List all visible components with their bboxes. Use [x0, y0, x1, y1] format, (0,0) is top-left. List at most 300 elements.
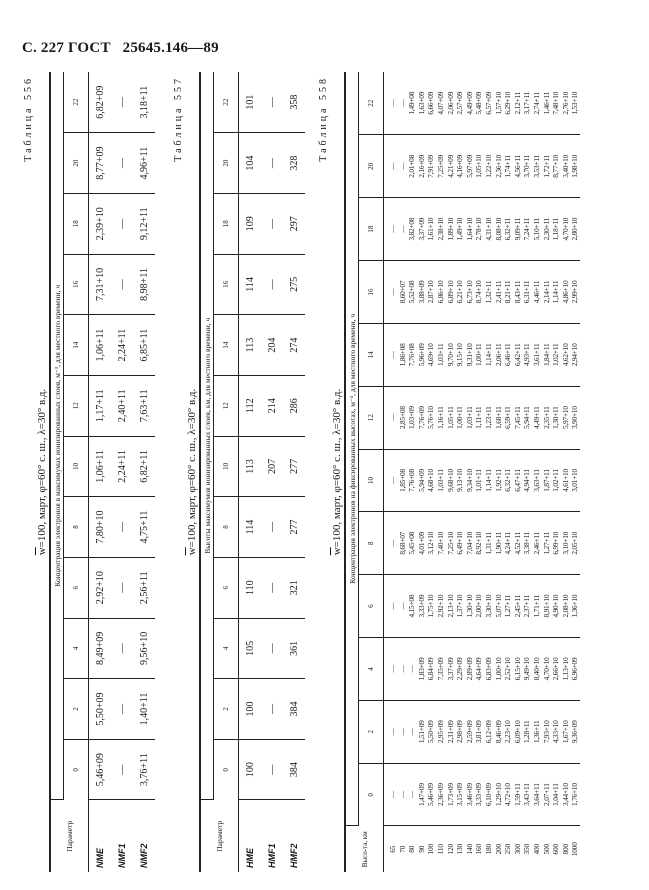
cell-value: 2,66+10 — [551, 638, 561, 701]
cell-value: 3,88+09 — [417, 261, 427, 324]
row-label: 600 — [551, 844, 561, 855]
cell-value: 1,71+11 — [532, 575, 542, 638]
cell-value: 1,89+10 — [446, 198, 456, 261]
cell-value: — — [407, 763, 417, 826]
cell-value: 2,56+11 — [133, 557, 155, 618]
cell-value: 4,86+10 — [561, 261, 571, 324]
cell-value: 4,70+10 — [542, 638, 552, 701]
cell-value: 2,78+10 — [474, 198, 484, 261]
table-row — [484, 72, 494, 872]
table-body — [89, 72, 156, 872]
cell-value: 3,53+11 — [532, 135, 542, 198]
table-row — [474, 72, 484, 872]
table-title — [35, 72, 49, 872]
row-label: NMF2 — [139, 843, 149, 868]
cell-value: 4,01+09 — [417, 512, 427, 575]
cell-value: 2,41+11 — [494, 261, 504, 324]
hour-header-12: 12 — [359, 386, 384, 449]
cell-value: 3,17+11 — [522, 72, 532, 135]
cell-value: 207 — [261, 436, 283, 497]
cell-value: 2,24+11 — [111, 315, 133, 376]
cell-value: 6,82+11 — [133, 436, 155, 497]
cell-value: 5,76+10 — [426, 386, 436, 449]
hour-header-0: 0 — [64, 739, 89, 800]
cell-value: 2,98+09 — [455, 700, 465, 763]
cell-value: 3,82+08 — [407, 198, 417, 261]
hour-header-10: 10 — [359, 449, 384, 512]
hour-header-20: 20 — [214, 133, 239, 194]
cell-value: 6,09+10 — [513, 700, 523, 763]
hours-row — [64, 72, 89, 872]
cell-value: 1,64+10 — [465, 198, 475, 261]
cell-value: 6,85+11 — [133, 315, 155, 376]
cell-value: 5,45+08 — [407, 512, 417, 575]
cell-value: 2,30+11 — [542, 198, 552, 261]
cell-value: 3,46+09 — [465, 763, 475, 826]
cell-value: — — [261, 72, 283, 133]
cell-value: 4,70+10 — [561, 198, 571, 261]
cell-value: 6,29+10 — [503, 72, 513, 135]
table-title — [330, 72, 344, 872]
cell-value: — — [111, 72, 133, 133]
cell-value: 3,37+09 — [417, 198, 427, 261]
row-label: 110 — [435, 844, 445, 855]
cell-value: 4,75+11 — [133, 497, 155, 558]
cell-value: 1,76+10 — [570, 763, 580, 826]
cell-value: 5,52+08 — [407, 261, 417, 324]
cell-value: 1,40+11 — [133, 679, 155, 740]
cell-value: 114 — [239, 497, 262, 558]
table-row — [494, 72, 504, 872]
hour-header-22: 22 — [214, 72, 239, 133]
cell-value: 2,00+10 — [474, 575, 484, 638]
table-row — [407, 72, 417, 872]
cell-value: 6,32+11 — [503, 198, 513, 261]
hour-header-22: 22 — [64, 72, 89, 133]
table-row — [561, 72, 571, 872]
cell-value: 4,93+11 — [522, 323, 532, 386]
param-column-header: Высо-та, км — [345, 826, 384, 872]
cell-value: — — [384, 575, 398, 638]
cell-value: 7,40+10 — [436, 512, 446, 575]
cell-value: 1,05+11 — [446, 386, 456, 449]
cell-value: — — [398, 638, 408, 701]
hour-header-10: 10 — [214, 436, 239, 497]
cell-value: 5,94+09 — [417, 449, 427, 512]
cell-value: — — [261, 133, 283, 194]
hour-header-16: 16 — [64, 254, 89, 315]
cell-value: — — [111, 618, 133, 679]
cell-value: — — [398, 198, 408, 261]
cell-value: 1,72+11 — [542, 135, 552, 198]
table-number-label: Таблица 556 — [23, 76, 34, 162]
cell-value: 1,03+11 — [436, 323, 446, 386]
cell-value: — — [384, 72, 398, 135]
cell-value: — — [111, 193, 133, 254]
cell-value: 1,86+08 — [398, 323, 408, 386]
cell-value: 113 — [239, 436, 262, 497]
cell-value: 1,32+11 — [484, 261, 494, 324]
cell-value: — — [384, 449, 398, 512]
cell-value: 5,50+09 — [89, 679, 112, 740]
cell-value: 4,21+09 — [446, 135, 456, 198]
cell-value: — — [111, 497, 133, 558]
cell-value: 4,46+11 — [532, 261, 542, 324]
cell-value: 2,24+11 — [111, 436, 133, 497]
cell-value: 2,06+09 — [446, 72, 456, 135]
cell-value: 1,37+10 — [455, 575, 465, 638]
cell-value: 1,05+10 — [474, 135, 484, 198]
hour-header-20: 20 — [64, 133, 89, 194]
cell-value: 1,03+09 — [407, 386, 417, 449]
table-row — [551, 72, 561, 872]
cell-value: 5,96+09 — [417, 323, 427, 386]
cell-value: 274 — [283, 315, 305, 376]
cell-value: 6,83+09 — [484, 638, 494, 701]
cell-value: 1,03+11 — [465, 386, 475, 449]
cell-value: 2,36+09 — [436, 763, 446, 826]
header-row — [200, 72, 214, 872]
cell-value: 6,57+09 — [484, 72, 494, 135]
cell-value: 1,14+11 — [484, 449, 494, 512]
cell-value: — — [261, 618, 283, 679]
cell-value: 6,73+10 — [465, 261, 475, 324]
row-label: 800 — [560, 844, 570, 855]
hour-header-2: 2 — [64, 679, 89, 740]
cell-value: 6,99+10 — [551, 512, 561, 575]
cell-value: 6,12+09 — [484, 700, 494, 763]
cell-value: 4,69+10 — [426, 323, 436, 386]
cell-value: 9,13+10 — [455, 449, 465, 512]
cell-value: 2,92+10 — [89, 557, 112, 618]
hour-header-8: 8 — [359, 512, 384, 575]
cell-value: 4,72+10 — [503, 763, 513, 826]
cell-value: 6,66+09 — [426, 72, 436, 135]
table-row — [239, 72, 262, 872]
cell-value: 8,46+09 — [494, 700, 504, 763]
cell-value: 2,46+11 — [532, 512, 542, 575]
cell-value: 384 — [283, 739, 305, 800]
cell-value: — — [261, 679, 283, 740]
cell-value: 2,36+10 — [494, 135, 504, 198]
cell-value: 1,28+11 — [522, 700, 532, 763]
cell-value: 4,96+11 — [133, 133, 155, 194]
cell-value: — — [111, 739, 133, 800]
cell-value: 5,97+10 — [561, 386, 571, 449]
cell-value: 8,40+10 — [532, 638, 542, 701]
cell-value: 2,14+11 — [542, 261, 552, 324]
cell-value: 384 — [283, 679, 305, 740]
cell-value: 4,31+10 — [484, 198, 494, 261]
cell-value: 1,47+09 — [417, 763, 427, 826]
cell-value: 1,92+11 — [494, 449, 504, 512]
cell-value: 2,80+10 — [570, 198, 580, 261]
table-row — [436, 72, 446, 872]
table-number-label: Таблица 557 — [173, 76, 184, 162]
cell-value: 1,68+11 — [494, 386, 504, 449]
cell-value: 3,44+10 — [561, 763, 571, 826]
cell-value: 1,11+11 — [474, 386, 484, 449]
hour-header-20: 20 — [359, 135, 384, 198]
cell-value: 5,07+10 — [494, 575, 504, 638]
table-row — [532, 72, 542, 872]
hour-header-10: 10 — [64, 436, 89, 497]
table-section-557 — [172, 72, 305, 872]
cell-value: 2,01+08 — [407, 135, 417, 198]
table-row — [384, 72, 398, 872]
cell-value: 4,56+11 — [513, 135, 523, 198]
cell-value: 1,63+09 — [417, 72, 427, 135]
cell-value: 2,87+10 — [426, 261, 436, 324]
cell-value: — — [384, 763, 398, 826]
table-subtitle: Высоты максимумов ионизированных слоев, км, для местного времени, ч — [200, 72, 214, 800]
cell-value: 110 — [239, 557, 262, 618]
cell-value: 9,15+10 — [455, 323, 465, 386]
rotated-tables-area — [22, 72, 622, 872]
cell-value: — — [111, 679, 133, 740]
cell-value: — — [398, 72, 408, 135]
cell-value: 1,30+11 — [551, 386, 561, 449]
cell-value: 1,27+11 — [542, 512, 552, 575]
hour-header-0: 0 — [214, 739, 239, 800]
cell-value: 1,00+11 — [474, 323, 484, 386]
cell-value: 3,33+09 — [417, 575, 427, 638]
cell-value: — — [398, 763, 408, 826]
data-table — [49, 72, 155, 872]
table-row — [417, 72, 427, 872]
cell-value: 2,89+09 — [465, 638, 475, 701]
hour-header-4: 4 — [64, 618, 89, 679]
cell-value: 7,76+08 — [407, 323, 417, 386]
cell-value: — — [398, 135, 408, 198]
cell-value: 4,49+09 — [465, 72, 475, 135]
cell-value: 2,35+11 — [542, 386, 552, 449]
data-table — [344, 72, 580, 872]
cell-value: 3,10+10 — [561, 512, 571, 575]
cell-value: 8,43+11 — [513, 261, 523, 324]
cell-value: 1,22+10 — [484, 135, 494, 198]
cell-value: — — [407, 700, 417, 763]
cell-value: 5,46+09 — [89, 739, 112, 800]
cell-value: 1,36+10 — [570, 575, 580, 638]
cell-value: 3,40+10 — [561, 135, 571, 198]
cell-value: 1,67+10 — [561, 700, 571, 763]
cell-value: — — [111, 133, 133, 194]
cell-value: 5,10+11 — [532, 198, 542, 261]
cell-value: 3,70+11 — [522, 135, 532, 198]
cell-value: 1,13+10 — [561, 638, 571, 701]
cell-value: 286 — [283, 375, 305, 436]
header-row — [50, 72, 64, 872]
cell-value: — — [384, 261, 398, 324]
cell-value: 1,59+11 — [513, 763, 523, 826]
cell-value: 2,85+08 — [398, 386, 408, 449]
row-label: 500 — [541, 844, 551, 855]
cell-value: — — [407, 638, 417, 701]
cell-value: 9,12+11 — [133, 193, 155, 254]
cell-value: 8,92+10 — [474, 512, 484, 575]
cell-value: — — [261, 497, 283, 558]
table-row — [261, 72, 283, 872]
cell-value: — — [384, 638, 398, 701]
header-row — [345, 72, 359, 872]
cell-value: 4,15+08 — [407, 575, 417, 638]
cell-value: 214 — [261, 375, 283, 436]
cell-value: 6,31+11 — [522, 261, 532, 324]
cell-value: 4,68+10 — [426, 449, 436, 512]
cell-value: — — [111, 254, 133, 315]
standard-number: 25645.146—89 — [122, 40, 219, 56]
cell-value: 361 — [283, 618, 305, 679]
row-label: 350 — [522, 844, 532, 855]
cell-value: 4,61+10 — [561, 449, 571, 512]
table-row — [398, 72, 408, 872]
cell-value: 8,08+10 — [494, 198, 504, 261]
table-row — [522, 72, 532, 872]
table-subtitle: Концентрация электронов на фиксированных высотах, м⁻³, для местного времени, ч — [345, 72, 359, 826]
cell-value: 1,17+11 — [89, 375, 112, 436]
cell-value: 7,24+11 — [522, 198, 532, 261]
cell-value: 3,43+11 — [522, 763, 532, 826]
cell-value: 2,57+09 — [455, 72, 465, 135]
cell-value: 2,76+10 — [561, 72, 571, 135]
cell-value: 1,04+11 — [551, 763, 561, 826]
cell-value: 1,57+10 — [494, 72, 504, 135]
cell-value: 6,59+11 — [503, 386, 513, 449]
hour-header-2: 2 — [359, 700, 384, 763]
cell-value: 1,27+11 — [503, 575, 513, 638]
cell-value: 2,59+09 — [465, 700, 475, 763]
cell-value: 4,24+11 — [503, 512, 513, 575]
table-row — [542, 72, 552, 872]
hour-header-0: 0 — [359, 763, 384, 826]
hours-row — [214, 72, 239, 872]
row-label: HMF1 — [267, 843, 277, 868]
cell-value: 3,12+10 — [426, 512, 436, 575]
cell-value: 8,49+09 — [89, 618, 112, 679]
cell-value: 2,45+11 — [513, 575, 523, 638]
cell-value: 2,94+10 — [570, 323, 580, 386]
row-label: 400 — [531, 844, 541, 855]
cell-value: 9,68+10 — [446, 449, 456, 512]
row-label: 160 — [474, 844, 484, 855]
row-label: 180 — [483, 844, 493, 855]
table-body — [384, 72, 580, 872]
row-label: NME — [95, 848, 105, 868]
cell-value: 3,63+11 — [532, 449, 542, 512]
cell-value: 3,38+11 — [522, 512, 532, 575]
cell-value: 6,86+10 — [436, 261, 446, 324]
table-section-556 — [22, 72, 155, 872]
cell-value: 6,10+09 — [484, 763, 494, 826]
table-row — [455, 72, 465, 872]
cell-value: 2,52+10 — [503, 638, 513, 701]
cell-value: 1,00+11 — [455, 386, 465, 449]
cell-value: 5,46+09 — [426, 763, 436, 826]
title-w-symbol: $\overline{w}$ — [186, 547, 198, 556]
cell-value: 1,06+11 — [89, 315, 112, 376]
cell-value: 109 — [239, 193, 262, 254]
cell-value: 277 — [283, 436, 305, 497]
cell-value: 328 — [283, 133, 305, 194]
cell-value: 3,61+11 — [532, 323, 542, 386]
row-label: 140 — [464, 844, 474, 855]
cell-value: 8,21+11 — [503, 261, 513, 324]
cell-value: 6,15+10 — [513, 638, 523, 701]
cell-value: 114 — [239, 254, 262, 315]
table-row — [426, 72, 436, 872]
cell-value: 100 — [239, 679, 262, 740]
cell-value: — — [384, 323, 398, 386]
hour-header-12: 12 — [64, 375, 89, 436]
cell-value: 2,95+09 — [436, 700, 446, 763]
row-label: 70 — [397, 845, 407, 853]
cell-value: 1,83+09 — [417, 638, 427, 701]
table-body — [239, 72, 306, 872]
cell-value: 204 — [261, 315, 283, 376]
param-column-header: Параметр — [50, 800, 89, 872]
hour-header-6: 6 — [64, 557, 89, 618]
table-row — [133, 72, 155, 872]
row-label: 65 — [388, 845, 397, 853]
cell-value: 9,56+10 — [133, 618, 155, 679]
row-label: 250 — [503, 844, 513, 855]
cell-value: 7,25+10 — [446, 512, 456, 575]
title-w-symbol: $\overline{w}$ — [331, 547, 343, 556]
hour-header-22: 22 — [359, 72, 384, 135]
row-label: 130 — [455, 844, 465, 855]
cell-value: 4,07+09 — [436, 72, 446, 135]
hour-header-6: 6 — [359, 575, 384, 638]
cell-value: — — [261, 193, 283, 254]
hour-header-12: 12 — [214, 375, 239, 436]
table-row — [465, 72, 475, 872]
hour-header-16: 16 — [214, 254, 239, 315]
row-label: 300 — [512, 844, 522, 855]
cell-value: 1,29+10 — [494, 763, 504, 826]
cell-value: 8,77+10 — [551, 135, 561, 198]
cell-value: — — [384, 700, 398, 763]
cell-value: 7,25+09 — [436, 135, 446, 198]
table-row — [570, 72, 580, 872]
cell-value: 8,77+09 — [89, 133, 112, 194]
cell-value: 1,49+10 — [455, 198, 465, 261]
param-column-header: Параметр — [200, 800, 239, 872]
cell-value: 3,81+09 — [474, 700, 484, 763]
cell-value: 1,49+08 — [407, 72, 417, 135]
cell-value: 7,04+10 — [465, 512, 475, 575]
title-conditions: =100, март, φ=60° с. ш., λ=30° в.д. — [186, 388, 198, 548]
cell-value: 7,63+11 — [133, 375, 155, 436]
cell-value: 7,35+09 — [436, 638, 446, 701]
hour-header-6: 6 — [214, 557, 239, 618]
cell-value: 4,94+11 — [522, 449, 532, 512]
cell-value: 101 — [239, 72, 262, 133]
cell-value: 8,98+11 — [133, 254, 155, 315]
cell-value: — — [384, 386, 398, 449]
cell-value: 358 — [283, 72, 305, 133]
cell-value: 8,91+10 — [542, 575, 552, 638]
hour-header-14: 14 — [214, 315, 239, 376]
cell-value: 1,75+10 — [426, 575, 436, 638]
cell-value: 2,08+10 — [561, 575, 571, 638]
hour-header-18: 18 — [359, 198, 384, 261]
cell-value: 104 — [239, 133, 262, 194]
cell-value: 6,89+10 — [446, 261, 456, 324]
hour-header-8: 8 — [214, 497, 239, 558]
hour-header-2: 2 — [214, 679, 239, 740]
hour-header-14: 14 — [359, 323, 384, 386]
